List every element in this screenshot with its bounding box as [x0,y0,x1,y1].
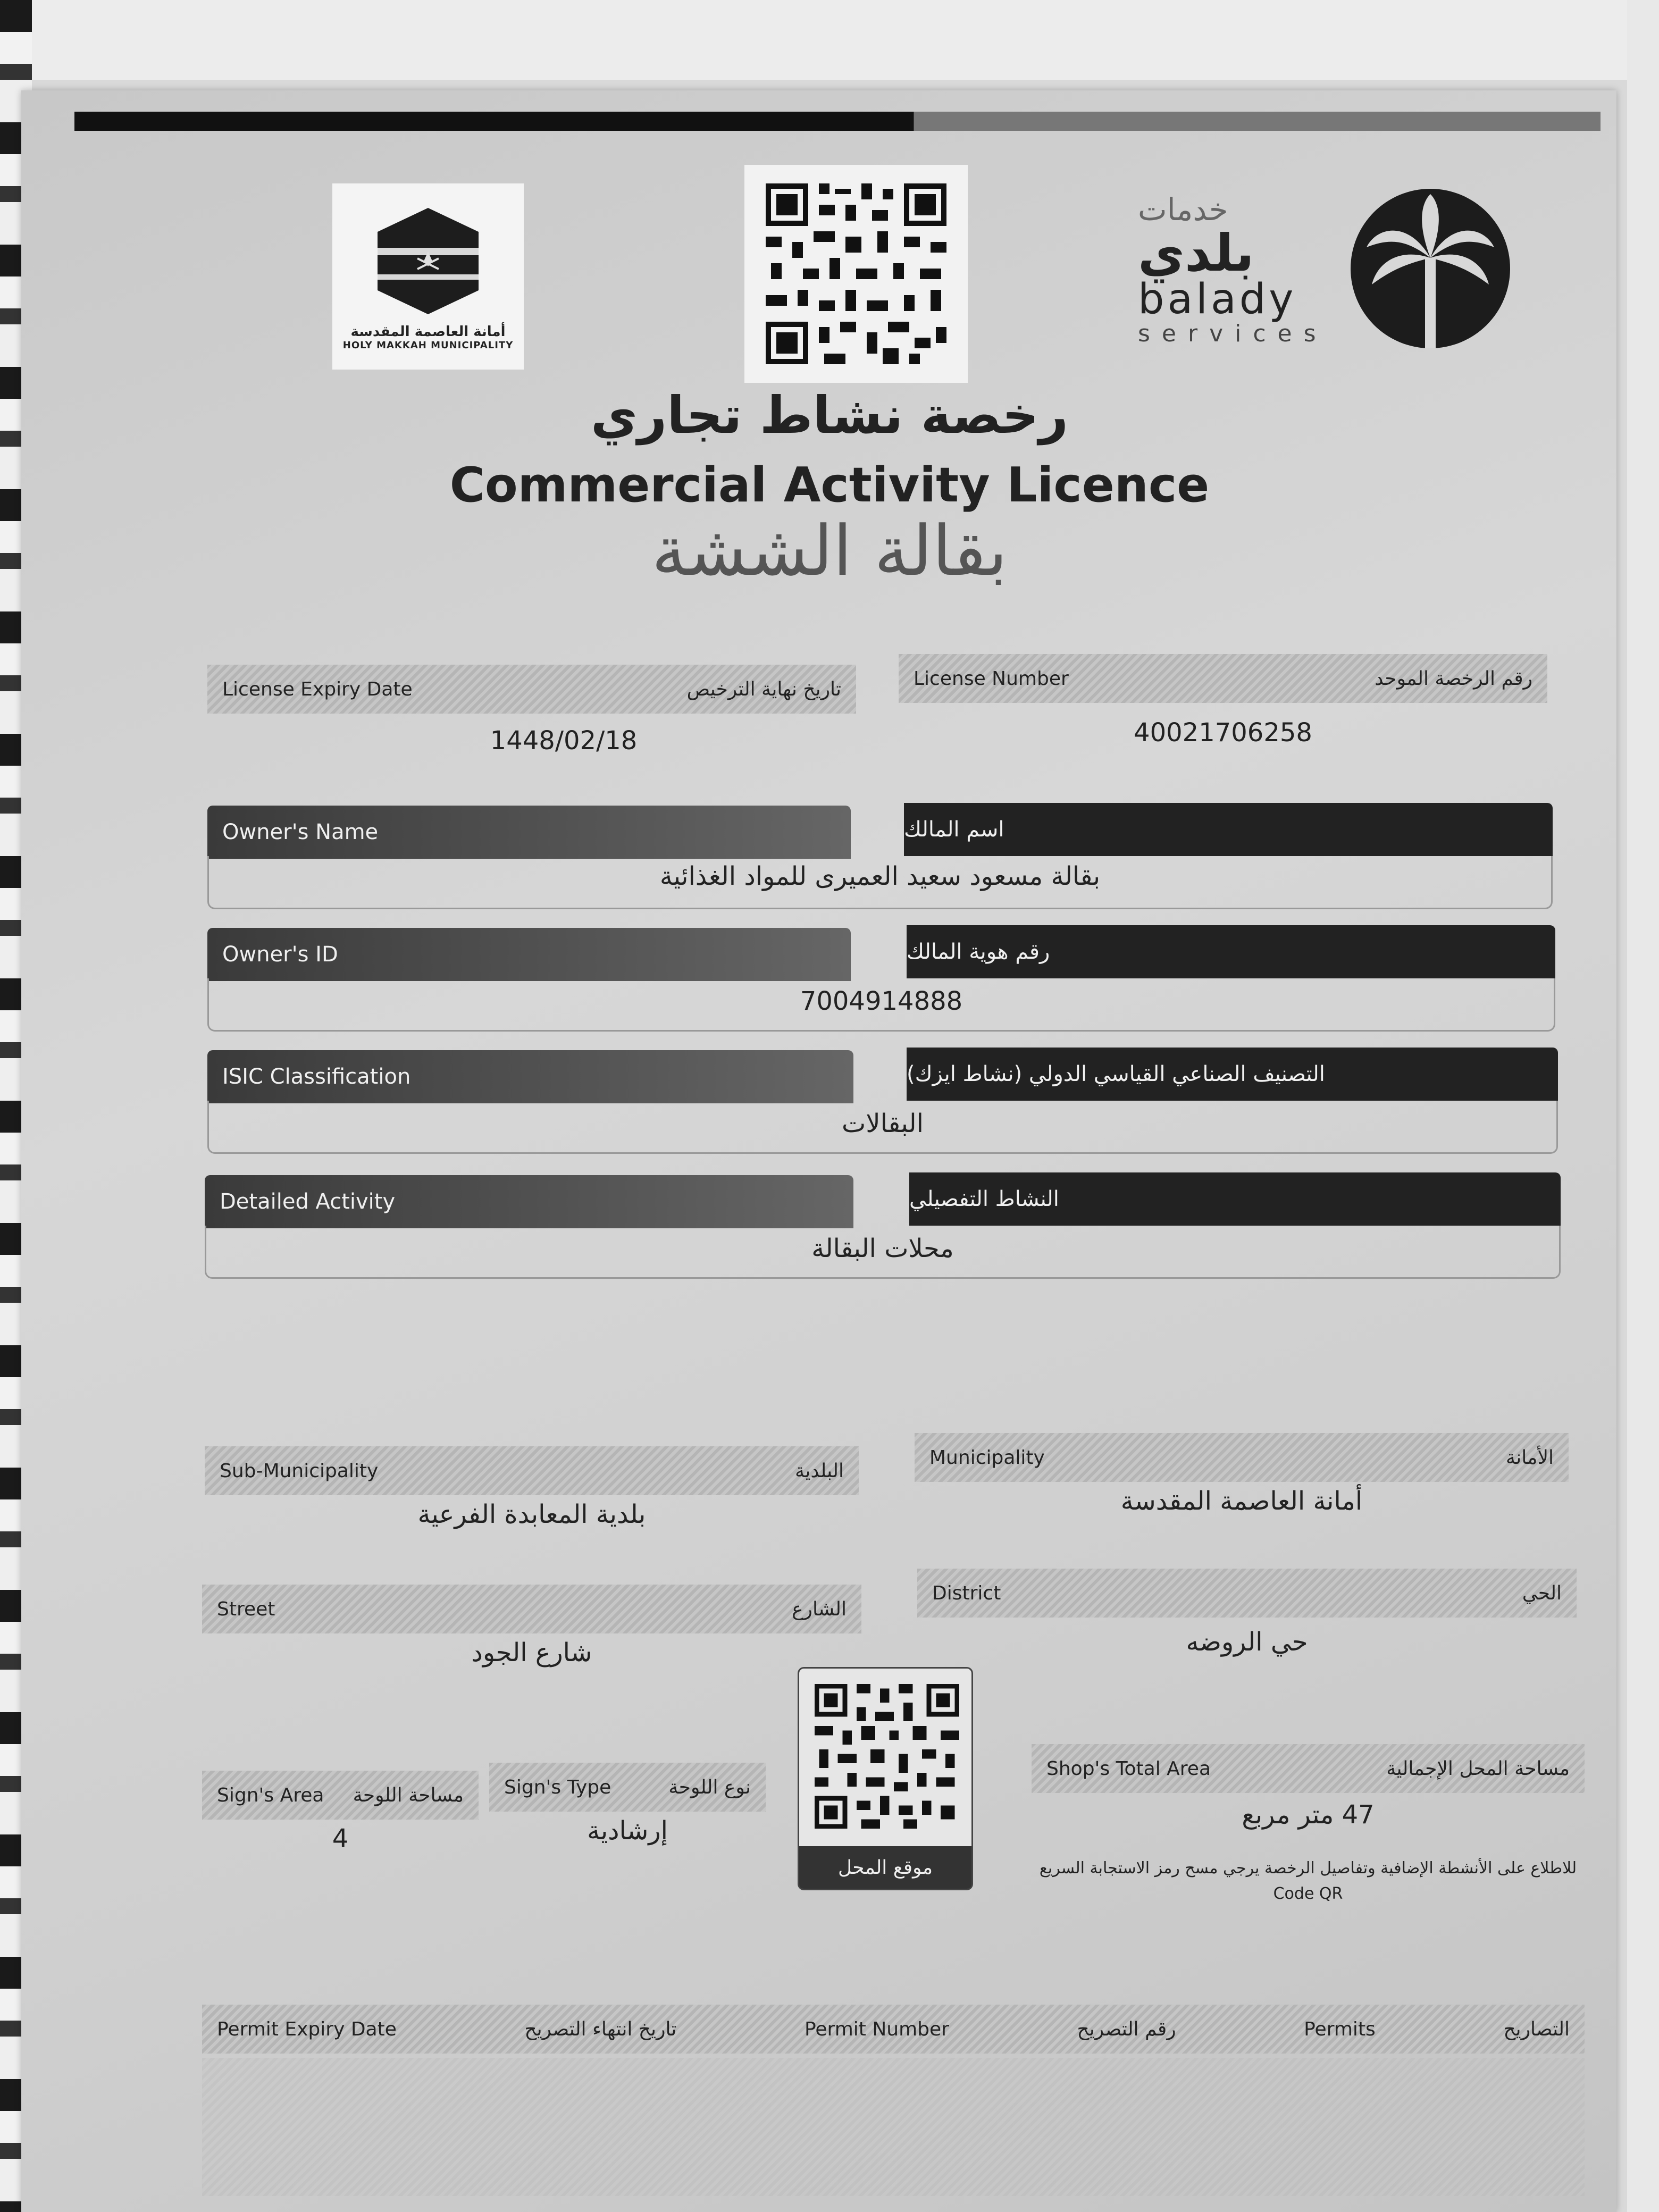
license-expiry-label-ar: تاريخ نهاية الترخيص [686,678,841,700]
municipality-logo [332,183,524,370]
balady-wordmark [1138,191,1340,351]
sign-area-label-ar: مساحة اللوحة [353,1784,464,1806]
shop-location-label: موقع المحل [799,1846,971,1889]
licence-qr-code[interactable] [744,165,968,383]
street-header [202,1585,861,1633]
license-expiry-value: 1448/02/18 [490,726,638,756]
isic-label-en: ISIC Classification [207,1050,853,1103]
detailed-activity-value: محلات البقالة [811,1234,954,1263]
owner-id-label-en: Owner's ID [207,928,851,981]
sign-type-label-en: Sign's Type [504,1776,611,1798]
palm-tree-icon [1345,183,1515,354]
owner-name-label-en: Owner's Name [207,806,851,859]
license-number-value: 40021706258 [1134,718,1312,748]
sub-municipality-label-ar: البلدية [795,1460,844,1482]
permits-header [202,2005,1585,2054]
permit-expiry-label-ar: تاريخ انتهاء التصريح [524,2018,677,2040]
owner-id-label-ar: رقم هوية المالك [907,925,1555,978]
permits-empty-area [202,2058,1585,2196]
municipality-header [915,1433,1569,1482]
sign-type-value: إرشادية [587,1816,668,1846]
sub-municipality-value: بلدية المعابدة الفرعية [417,1499,646,1529]
permits-label-ar: التصاريح [1503,2018,1570,2040]
license-number-label-ar: رقم الرخصة الموحد [1375,667,1532,690]
background-right-edge [1627,0,1659,2212]
permit-number-label-en: Permit Number [804,2018,949,2040]
district-label-en: District [932,1582,1001,1604]
shop-area-label-en: Shop's Total Area [1046,1757,1211,1780]
sign-area-value: 4 [332,1824,349,1854]
license-number-header [899,654,1547,703]
shop-area-header [1032,1744,1585,1793]
license-expiry-header [207,665,856,714]
isic-label-ar: التصنيف الصناعي القياسي الدولي (نشاط ايزك) [907,1048,1558,1101]
balady-brand-en: balady [1138,275,1297,323]
district-header [917,1569,1577,1618]
qr-code-icon [760,178,952,370]
shop-name: بقالة الششة [651,510,1008,591]
municipality-label-ar: الأمانة [1505,1446,1554,1469]
permits-label-en: Permits [1304,2018,1376,2040]
sign-type-header [489,1763,766,1812]
licence-title-ar: رخصة نشاط تجاري [590,386,1069,445]
owner-name-value: بقالة مسعود سعيد العميرى للمواد الغذائية [659,861,1101,891]
district-label-ar: الحي [1522,1582,1562,1604]
municipality-value: أمانة العاصمة المقدسة [1120,1486,1363,1516]
balady-services-ar: خدمات [1138,191,1228,228]
shop-area-value: 47 متر مربع [1242,1800,1375,1830]
street-label-en: Street [217,1598,275,1620]
owner-id-value: 7004914888 [800,986,963,1016]
qr-instruction-note: للاطلاع على الأنشطة الإضافية وتفاصيل الرخصة يرجي مسح رمز الاستجابة السريع Code QR [1039,1859,1577,1903]
municipality-label-en: Municipality [929,1446,1045,1469]
permit-expiry-label-en: Permit Expiry Date [217,2018,397,2040]
sign-type-label-ar: نوع اللوحة [668,1776,751,1798]
balady-brand-ar: بلدي [1138,223,1254,283]
municipality-name-ar: أمانة العاصمة المقدسة [350,323,506,340]
detailed-activity-label-ar: النشاط التفصيلي [909,1172,1561,1226]
licence-document [21,90,1616,2212]
licence-title-en: Commercial Activity Licence [449,457,1210,513]
permit-number-label-ar: رقم التصريح [1077,2018,1176,2040]
street-label-ar: الشارع [792,1598,847,1620]
background-top [0,0,1659,80]
license-number-label-en: License Number [914,667,1069,690]
district-value: حي الروضه [1186,1627,1308,1657]
shop-area-label-ar: مساحة المحل الإجمالية [1386,1757,1570,1780]
municipality-name-en: HOLY MAKKAH MUNICIPALITY [342,339,514,351]
sub-municipality-label-en: Sub-Municipality [220,1460,379,1482]
qr-code-icon [810,1679,964,1833]
street-value: شارع الجود [471,1638,592,1668]
kaaba-emblem-icon [367,203,489,320]
top-bar [74,112,1601,131]
license-expiry-label-en: License Expiry Date [222,678,413,700]
sub-municipality-header [205,1446,859,1495]
owner-name-label-ar: اسم المالك [904,803,1553,856]
shop-location-qr[interactable] [798,1667,973,1890]
detailed-activity-label-en: Detailed Activity [205,1175,853,1228]
balady-services-en: services [1138,320,1328,347]
sign-area-label-en: Sign's Area [217,1784,324,1806]
sign-area-header [202,1771,479,1820]
isic-value: البقالات [842,1109,924,1138]
